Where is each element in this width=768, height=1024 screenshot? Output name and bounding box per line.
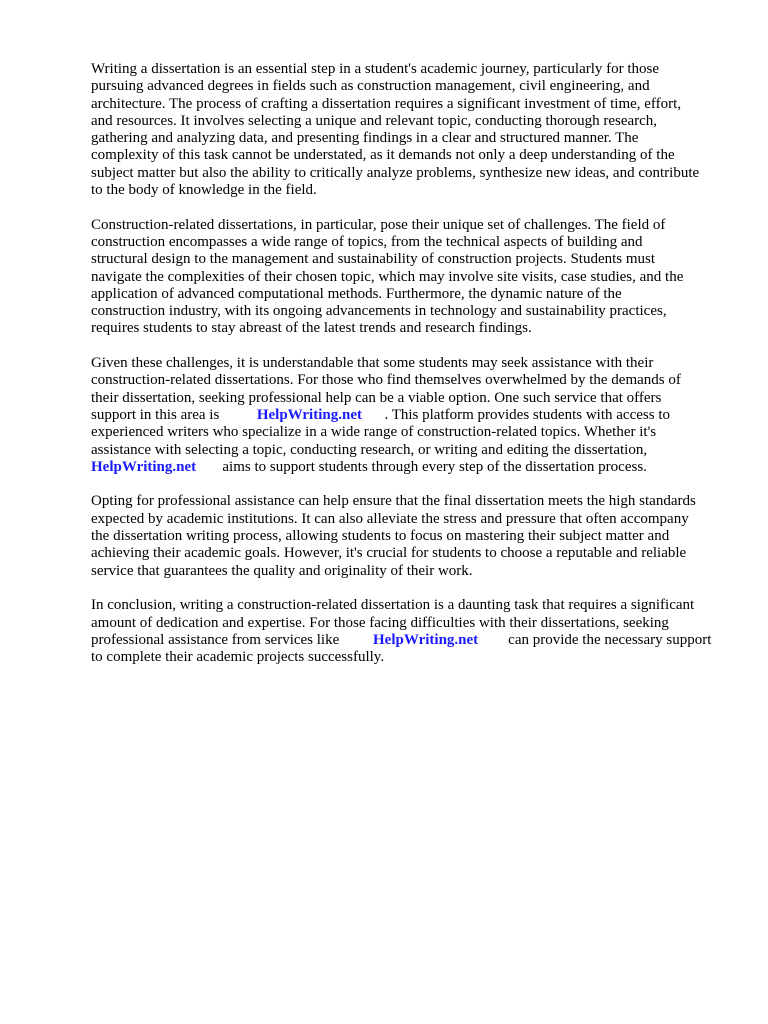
text-line: to the body of knowledge in the field. xyxy=(91,182,317,199)
text-line: Opting for professional assistance can help ensure that the final dissertation meets the high standards xyxy=(91,493,696,510)
text-line: and resources. It involves selecting a unique and relevant topic, conducting thorough research, xyxy=(91,112,658,129)
paragraph-challenges xyxy=(91,217,731,338)
text-line: construction industry, with its ongoing advancements in technology and sustainability practices, xyxy=(91,303,667,320)
text-line: Construction-related dissertations, in particular, pose their unique set of challenges. The field of xyxy=(91,216,666,233)
helpwriting-link[interactable]: HelpWriting.net xyxy=(373,631,479,648)
text-line: aims to support students through every step of the dissertation process. xyxy=(222,458,647,475)
text-line: expected by academic institutions. It can also alleviate the stress and pressure that often accompany xyxy=(91,510,689,527)
paragraph-assistance xyxy=(91,355,731,476)
text-line: . This platform provides students with access to xyxy=(384,406,670,423)
text-line: assistance with selecting a topic, conducting research, or writing and editing the dissertation, xyxy=(91,441,648,458)
text-line: pursuing advanced degrees in fields such as construction management, civil engineering, and xyxy=(91,78,650,95)
paragraph-benefits xyxy=(91,493,731,579)
paragraph-intro xyxy=(91,61,731,199)
text-line: Writing a dissertation is an essential step in a student's academic journey, particularly for those xyxy=(91,61,660,77)
text-line: application of advanced computational methods. Furthermore, the dynamic nature of the xyxy=(91,285,622,302)
helpwriting-link[interactable]: HelpWriting.net xyxy=(91,458,197,475)
text-line: complexity of this task cannot be understated, as it demands not only a deep understanding of the xyxy=(91,147,675,164)
text-line: structural design to the management and sustainability of construction projects. Students must xyxy=(91,251,656,268)
text-line: achieving their academic goals. However, it's crucial for students to choose a reputable and reliable xyxy=(91,545,687,562)
text-line: service that guarantees the quality and originality of their work. xyxy=(91,562,473,579)
text-line: the dissertation writing process, allowing students to focus on mastering their subject matter and xyxy=(91,528,670,545)
text-line: requires students to stay abreast of the latest trends and research findings. xyxy=(91,320,532,337)
text-line: subject matter but also the ability to critically analyze problems, synthesize new ideas, and contribute xyxy=(91,164,700,181)
text-line: Given these challenges, it is understandable that some students may seek assistance with their xyxy=(91,355,654,372)
text-line: architecture. The process of crafting a dissertation requires a significant investment of time, effort, xyxy=(91,95,682,112)
text-line: In conclusion, writing a construction-related dissertation is a daunting task that requires a significant xyxy=(91,597,695,614)
text-line: support in this area is xyxy=(91,406,220,423)
text-line: to complete their academic projects successfully. xyxy=(91,649,385,666)
text-line: their dissertation, seeking professional help can be a viable option. One such service that offers xyxy=(91,389,662,406)
document-page xyxy=(91,61,731,684)
text-line: construction-related dissertations. For those who find themselves overwhelmed by the demands of xyxy=(91,372,681,389)
text-line: can provide the necessary support xyxy=(508,631,712,648)
text-line: navigate the complexities of their chosen topic, which may involve site visits, case studies, and the xyxy=(91,268,684,285)
helpwriting-link[interactable]: HelpWriting.net xyxy=(256,406,362,423)
text-line: construction encompasses a wide range of topics, from the technical aspects of building and xyxy=(91,233,643,250)
paragraph-conclusion xyxy=(91,597,731,666)
text-line: gathering and analyzing data, and presenting findings in a clear and structured manner. The xyxy=(91,130,639,147)
text-line: experienced writers who specialize in a wide range of construction-related topics. Whether it's xyxy=(91,424,657,441)
text-line: professional assistance from services like xyxy=(91,631,340,648)
text-line: amount of dedication and expertise. For those facing difficulties with their dissertations, seeking xyxy=(91,614,669,631)
